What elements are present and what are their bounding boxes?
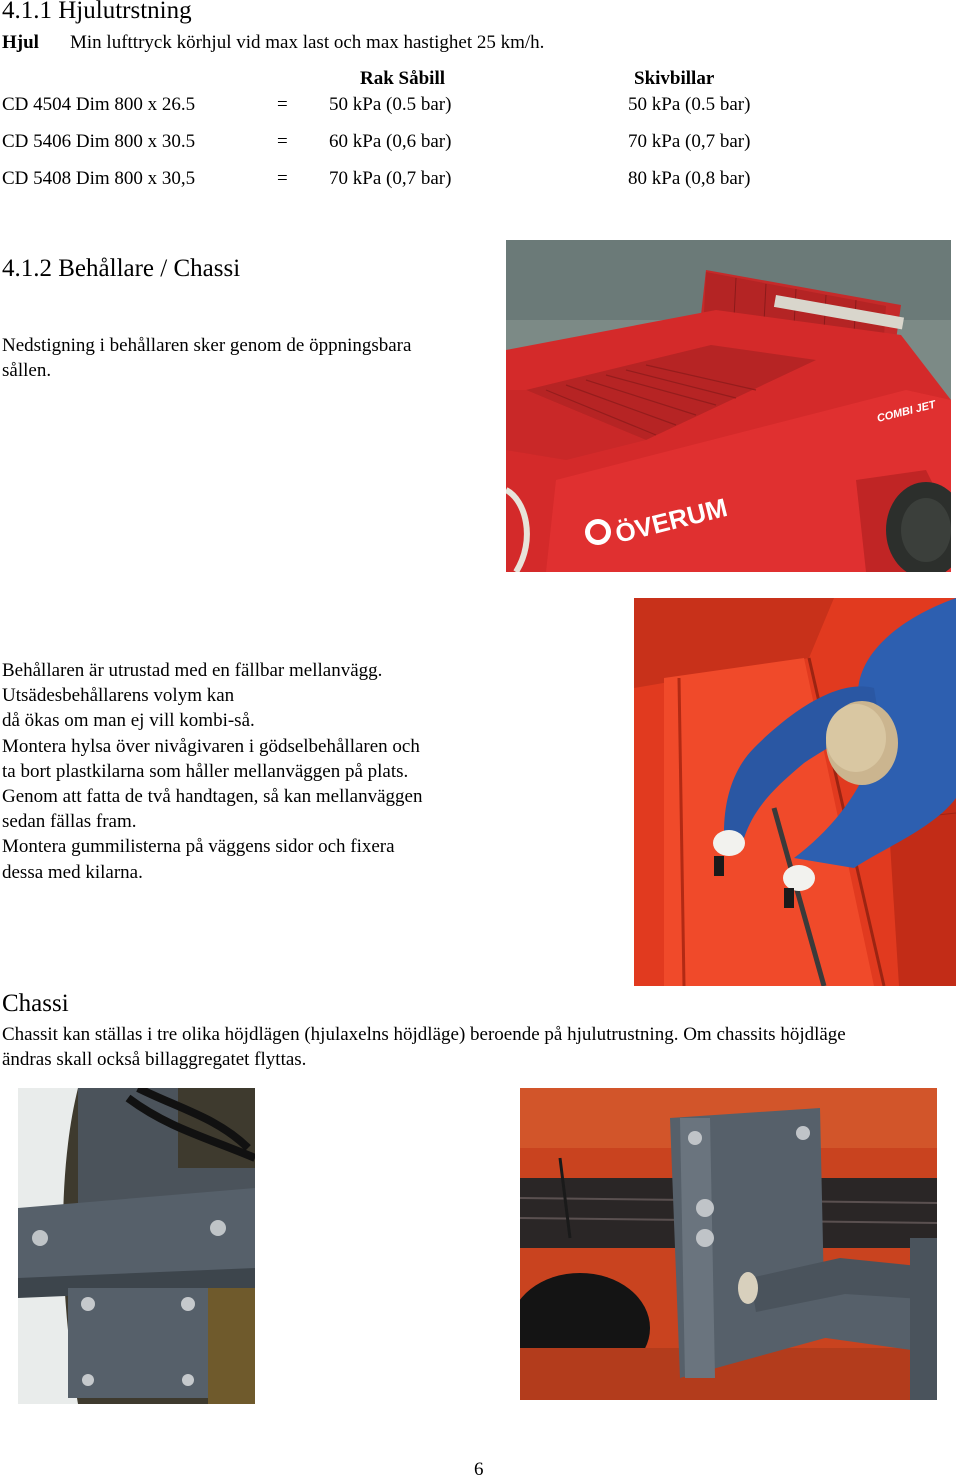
text-line: då ökas om man ej vill kombi-så.: [2, 710, 255, 732]
wheel-pressure-description: Min lufttryck körhjul vid max last och max hastighet 25 km/h.: [70, 32, 545, 53]
hopper-photo: [506, 240, 951, 572]
row-rak-value: 60 kPa (0,6 bar): [329, 131, 452, 152]
text-line: dessa med kilarna.: [2, 861, 143, 883]
text-line: ta bort plastkilarna som håller mellanväggen på plats.: [2, 760, 409, 782]
row-model: CD 5406 Dim 800 x 30.5: [2, 131, 196, 152]
divider-wall-instructions: [2, 658, 422, 885]
row-model: CD 4504 Dim 800 x 26.5: [2, 94, 196, 115]
section-heading-412: 4.1.2 Behållare / Chassi: [2, 255, 241, 282]
row-rak-value: 70 kPa (0,7 bar): [329, 168, 452, 189]
chassis-bracket-photo-right: [520, 1088, 937, 1400]
page-number: 6: [474, 1459, 484, 1480]
row-skiv-value: 80 kPa (0,8 bar): [628, 168, 751, 189]
text-line: Behållaren är utrustad med en fällbar mellanvägg.: [2, 660, 383, 681]
wheel-label: Hjul: [2, 32, 39, 53]
chassi-text: [2, 1022, 846, 1072]
text-line: ändras skall också billaggregatet flyttas.: [2, 1049, 307, 1071]
hopper-model-label: COMBI JET: [875, 398, 937, 425]
row-skiv-value: 70 kPa (0,7 bar): [628, 131, 751, 152]
hopper-access-text: [2, 333, 411, 383]
row-equals: =: [277, 94, 288, 115]
text-line: Nedstigning i behållaren sker genom de öppningsbara: [2, 335, 412, 356]
divider-wall-photo: [634, 598, 956, 986]
row-skiv-value: 50 kPa (0.5 bar): [628, 94, 751, 115]
chassi-heading: Chassi: [2, 990, 69, 1017]
text-line: Montera gummilisterna på väggens sidor och fixera: [2, 836, 395, 858]
text-line: Montera hylsa över nivågivaren i gödselbehållaren och: [2, 735, 420, 757]
row-model: CD 5408 Dim 800 x 30,5: [2, 168, 196, 189]
text-line: Genom att fatta de två handtagen, så kan mellanväggen: [2, 786, 423, 808]
section-heading-411: 4.1.1 Hjulutrstning: [2, 0, 192, 24]
col-header-rak-sabill: Rak Såbill: [360, 68, 446, 89]
row-equals: =: [277, 168, 288, 189]
row-rak-value: 50 kPa (0.5 bar): [329, 94, 452, 115]
text-line: Chassit kan ställas i tre olika höjdlägen (hjulaxelns höjdläge) beroende på hjulutrustning. Om chassits höjdläge: [2, 1024, 846, 1045]
text-line: Utsädesbehållarens volym kan: [2, 685, 235, 707]
text-line: sållen.: [2, 360, 52, 382]
text-line: sedan fällas fram.: [2, 811, 137, 833]
row-equals: =: [277, 131, 288, 152]
col-header-skivbillar: Skivbillar: [634, 68, 715, 89]
hopper-brand-logo: ÖVERUM: [612, 492, 731, 549]
chassis-bracket-photo-left: [18, 1088, 255, 1404]
